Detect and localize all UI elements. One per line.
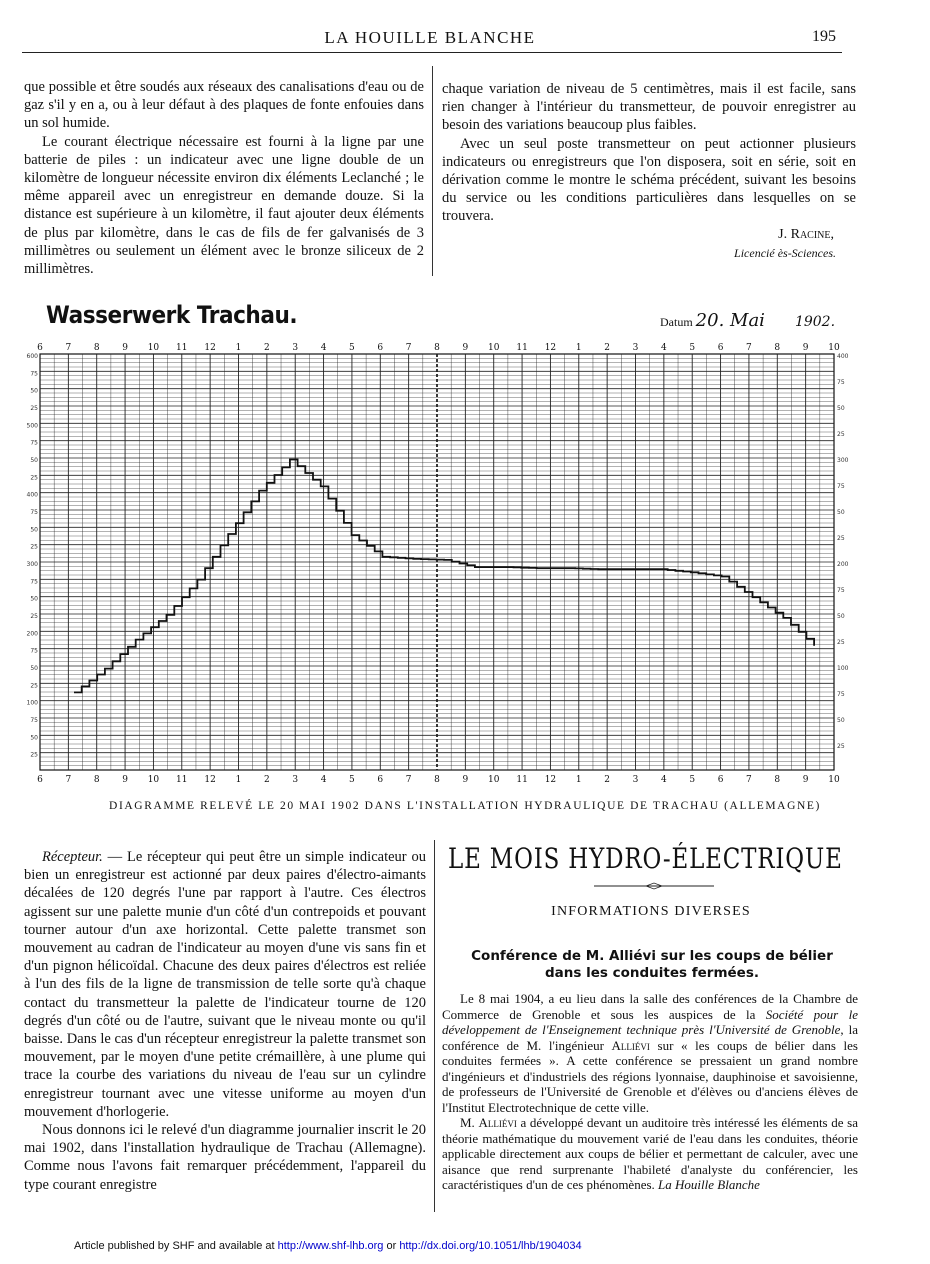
ornament-divider xyxy=(594,882,714,890)
x-tick-label: 9 xyxy=(122,343,128,353)
x-tick-label: 9 xyxy=(462,343,469,353)
footer-text: Article published by SHF and available at xyxy=(74,1240,278,1252)
y-tick-label: 600 xyxy=(26,353,38,360)
x-tick-label: 7 xyxy=(746,343,752,353)
page-number: 195 xyxy=(812,28,836,45)
y-tick-label: 25 xyxy=(837,535,845,542)
y-tick-label: 25 xyxy=(30,474,38,482)
y-tick-label: 200 xyxy=(26,630,38,638)
x-tick-label: 3 xyxy=(292,775,299,785)
x-tick-label: 6 xyxy=(717,775,724,785)
x-tick-label: 7 xyxy=(65,343,72,353)
x-tick-label: 1 xyxy=(235,775,242,785)
x-tick-label: 8 xyxy=(774,343,781,353)
author-signature: J. Racine, xyxy=(778,226,834,242)
x-tick-label: 2 xyxy=(263,343,270,353)
text: La Houille Blanche xyxy=(658,1177,760,1192)
y-tick-label: 25 xyxy=(30,405,38,412)
y-tick-label: 50 xyxy=(30,734,38,742)
y-tick-label: 200 xyxy=(837,561,849,568)
top-right-column xyxy=(442,80,856,262)
x-tick-label: 8 xyxy=(774,775,781,785)
x-tick-label: 3 xyxy=(632,775,639,785)
text: M. xyxy=(460,1115,479,1130)
y-tick-label: 75 xyxy=(30,578,38,586)
x-tick-label: 7 xyxy=(65,775,72,785)
x-tick-label: 5 xyxy=(349,775,355,785)
datum-label: Datum xyxy=(660,315,693,329)
y-tick-label: 50 xyxy=(837,717,845,724)
paragraph: — Le récepteur qui peut être un simple indicateur ou bien un enregistreur est actionné par deux paires d'électro-aimants décalées de 120 degrés l'une par rapport à l'autre. Ces électros agissent sur une palette munie d'un côté d'un contrepoids et pouvant tourner autour d'un axe horizontal. Cette palette transmet son mouvement au cadran de l'indicateur au moyen d'une vis sans fin et d'un pignon hélicoïdal. Chacune des deux paires d'électros est reliée à l'un des fils de la ligne de transmission de telle sorte qu'à chaque contact du transmetteur la palette de l'indicateur tourne de 120 degrés d'un côté ou de l'autre, suivant que le niveau monte ou qu'il baisse. Dans le cas d'un récepteur enregistreur la palette transmet son mouvement, par le moyen d'une petite crémaillère, à une plume qui trace la courbe des variations du niveau de l'eau sur un cylindre enregistreur tournant avec une vitesse uniforme au moyen d'un mouvement d'horlogerie. xyxy=(24,849,426,1120)
text: sur « les coups de bélier dans les conduites fermées ». A cette conférence se pressaient un grand nombre d'ingénieurs et d'industriels des régions lyonnaise, dauphinoise et savoisienne, de professeurs de l'Université de Grenoble et d'élèves ou d'anciens élèves de l'Institut Electrotechnique de cette ville. xyxy=(442,1037,858,1115)
text: a développé devant un auditoire très intéressé les éléments de sa théorie mathématique du mouvement varié de l'eau dans les conduites, théorie applicable directement aux coups de bélier et permettant de calculer, avec une aisance que rend surprenante l'habileté d'analyste du conférencier, les caractéristiques d'un de ces phénomènes. xyxy=(442,1115,859,1192)
x-tick-label: 8 xyxy=(434,343,440,353)
x-tick-label: 12 xyxy=(204,343,216,353)
x-tick-label: 12 xyxy=(544,343,557,353)
level-diagram xyxy=(26,338,856,786)
x-tick-label: 1 xyxy=(575,775,582,785)
y-tick-label: 50 xyxy=(30,457,38,464)
paragraph: Le courant électrique nécessaire est fourni à la ligne par une batterie de piles : un indicateur avec une ligne double de un kilomètre de longueur nécessite environ dix éléments Leclanché ; le même appareil avec un enregistreur en demande douze. Si la distance est supérieure à un kilomètre, il faut ajouter deux éléments de plus par kilomètre, dans le cas de fils de fer galvanisés de 3 millimètres ou seulement un élément avec le bronze siliceux de 2 millimètres. xyxy=(24,133,424,278)
x-tick-label: 9 xyxy=(802,775,809,785)
x-tick-label: 2 xyxy=(604,775,611,785)
y-tick-label: 75 xyxy=(30,717,38,724)
x-tick-label: 6 xyxy=(377,343,384,353)
x-tick-label: 3 xyxy=(632,343,639,353)
paragraph: que possible et être soudés aux réseaux des canalisations d'eau ou de gaz s'il y en a, ou à leur défaut à des plaques de fonte enfouies dans un sol humide. xyxy=(24,79,424,132)
text: Alliévi xyxy=(611,1037,650,1053)
x-tick-label: 10 xyxy=(487,775,500,785)
x-tick-label: 1 xyxy=(575,343,582,353)
x-tick-label: 4 xyxy=(660,775,667,785)
datum-value: 20. Mai xyxy=(695,310,765,331)
x-tick-label: 4 xyxy=(320,775,327,785)
y-tick-label: 50 xyxy=(30,526,38,534)
y-tick-label: 300 xyxy=(837,457,849,464)
article-body xyxy=(442,991,858,1193)
x-tick-label: 11 xyxy=(516,775,528,785)
x-tick-label: 7 xyxy=(746,775,752,785)
x-tick-label: 5 xyxy=(689,343,696,353)
x-tick-label: 11 xyxy=(516,343,528,353)
footer-text: or xyxy=(383,1240,400,1252)
x-tick-label: 2 xyxy=(263,775,270,785)
x-tick-label: 5 xyxy=(349,343,355,353)
doi-link[interactable]: http://dx.doi.org/10.1051/lhb/1904034 xyxy=(399,1240,582,1252)
article-title-line: Conférence de M. Alliévi sur les coups de bélier xyxy=(471,948,833,964)
x-tick-label: 6 xyxy=(37,343,43,353)
y-tick-label: 50 xyxy=(837,509,845,516)
article-title xyxy=(444,948,860,982)
x-tick-label: 10 xyxy=(147,775,160,785)
x-tick-label: 11 xyxy=(176,343,188,353)
x-tick-label: 8 xyxy=(93,343,100,353)
y-tick-label: 25 xyxy=(837,639,845,646)
bottom-left-column xyxy=(24,848,426,1194)
y-tick-label: 75 xyxy=(30,509,38,516)
y-tick-label: 75 xyxy=(837,691,845,698)
paragraph: Nous donnons ici le relevé d'un diagramme journalier inscrit le 20 mai 1902, dans l'installation hydraulique de Trachau (Allemagne). Comme nous l'avons fait remarquer précédemment, l'appareil du type courant enregistre xyxy=(24,1122,426,1193)
x-tick-label: 9 xyxy=(462,775,469,785)
datum-year: 1902. xyxy=(794,314,836,330)
subsection-heading: INFORMATIONS DIVERSES xyxy=(551,904,751,919)
article-title-line: dans les conduites fermées. xyxy=(544,965,759,981)
text: , la conférence de M. l'ingénieur xyxy=(442,1022,858,1053)
footer xyxy=(74,1240,582,1252)
y-tick-label: 50 xyxy=(837,405,845,412)
x-tick-label: 12 xyxy=(544,775,557,785)
y-tick-label: 25 xyxy=(837,431,845,438)
y-tick-label: 50 xyxy=(30,595,38,603)
y-tick-label: 50 xyxy=(837,613,845,620)
y-tick-label: 75 xyxy=(837,483,845,490)
column-divider xyxy=(434,840,435,1212)
x-tick-label: 9 xyxy=(122,775,128,785)
y-tick-label: 25 xyxy=(30,682,38,690)
x-tick-label: 4 xyxy=(320,343,327,353)
text: Alliévi xyxy=(478,1115,517,1130)
chart-title: Wasserwerk Trachau. xyxy=(46,301,298,329)
section-heading: LE MOIS HYDRO-ÉLECTRIQUE xyxy=(448,842,843,875)
y-tick-label: 500 xyxy=(26,422,38,430)
x-tick-label: 6 xyxy=(717,343,724,353)
x-tick-label: 6 xyxy=(377,775,384,785)
y-tick-label: 400 xyxy=(837,353,849,360)
x-tick-label: 10 xyxy=(828,775,840,785)
column-divider xyxy=(432,66,433,276)
text: Société pour le développement de l'Enseignement technique près l'Université de Grenoble xyxy=(442,1006,858,1037)
x-tick-label: 12 xyxy=(204,775,216,785)
x-tick-label: 8 xyxy=(434,775,440,785)
x-tick-label: 10 xyxy=(828,343,840,353)
y-tick-label: 25 xyxy=(30,751,38,759)
text: Le 8 mai 1904, a eu lieu dans la salle des conférences de la Chambre de Commerce de Grenoble et sous les auspices de la xyxy=(442,991,858,1022)
x-tick-label: 7 xyxy=(405,343,412,353)
y-tick-label: 25 xyxy=(837,743,845,750)
x-tick-label: 2 xyxy=(604,343,611,353)
x-tick-label: 4 xyxy=(660,343,667,353)
y-tick-label: 75 xyxy=(30,647,38,655)
y-tick-label: 50 xyxy=(30,387,38,395)
recepteur-lead: Récepteur. xyxy=(42,849,103,865)
y-tick-label: 25 xyxy=(30,543,38,551)
y-tick-label: 400 xyxy=(26,491,38,499)
figure-caption: DIAGRAMME RELEVÉ LE 20 MAI 1902 DANS L'INSTALLATION HYDRAULIQUE DE TRACHAU (ALLEMAGNE) xyxy=(109,800,821,812)
y-tick-label: 75 xyxy=(30,439,38,447)
y-tick-label: 75 xyxy=(837,587,845,594)
x-tick-label: 8 xyxy=(93,775,100,785)
x-tick-label: 5 xyxy=(689,775,696,785)
y-tick-label: 300 xyxy=(26,561,38,568)
header-rule xyxy=(22,52,842,53)
journal-title: LA HOUILLE BLANCHE xyxy=(324,28,536,47)
top-left-column xyxy=(24,78,424,278)
x-tick-label: 9 xyxy=(802,343,809,353)
x-tick-label: 10 xyxy=(147,343,160,353)
y-tick-label: 75 xyxy=(30,370,38,378)
y-tick-label: 75 xyxy=(837,379,845,386)
shf-link[interactable]: http://www.shf-lhb.org xyxy=(277,1240,384,1252)
y-tick-label: 25 xyxy=(30,613,38,620)
x-tick-label: 7 xyxy=(405,775,412,785)
y-tick-label: 50 xyxy=(30,665,38,672)
y-tick-label: 100 xyxy=(837,665,849,672)
chart-date xyxy=(660,310,835,331)
x-tick-label: 3 xyxy=(292,343,299,353)
x-tick-label: 11 xyxy=(176,775,188,785)
x-tick-label: 10 xyxy=(487,343,500,353)
y-tick-label: 100 xyxy=(26,699,38,707)
x-tick-label: 6 xyxy=(37,775,43,785)
author-title: Licencié ès-Sciences. xyxy=(734,245,836,260)
x-tick-label: 1 xyxy=(235,343,242,353)
paragraph: chaque variation de niveau de 5 centimètres, mais il est facile, sans rien changer à l'intérieur du transmetteur, de pouvoir enregistrer au besoin des variations beaucoup plus faibles. xyxy=(442,81,856,134)
chart-grid xyxy=(40,354,834,770)
paragraph: Avec un seul poste transmetteur on peut actionner plusieurs indicateurs ou enregistreurs que l'on disposera, soit en série, soit en dérivation comme le montre le schéma précédent, suivant les besoins du service ou les conditions particulières dans lesquelles on se trouvera. xyxy=(442,135,856,225)
